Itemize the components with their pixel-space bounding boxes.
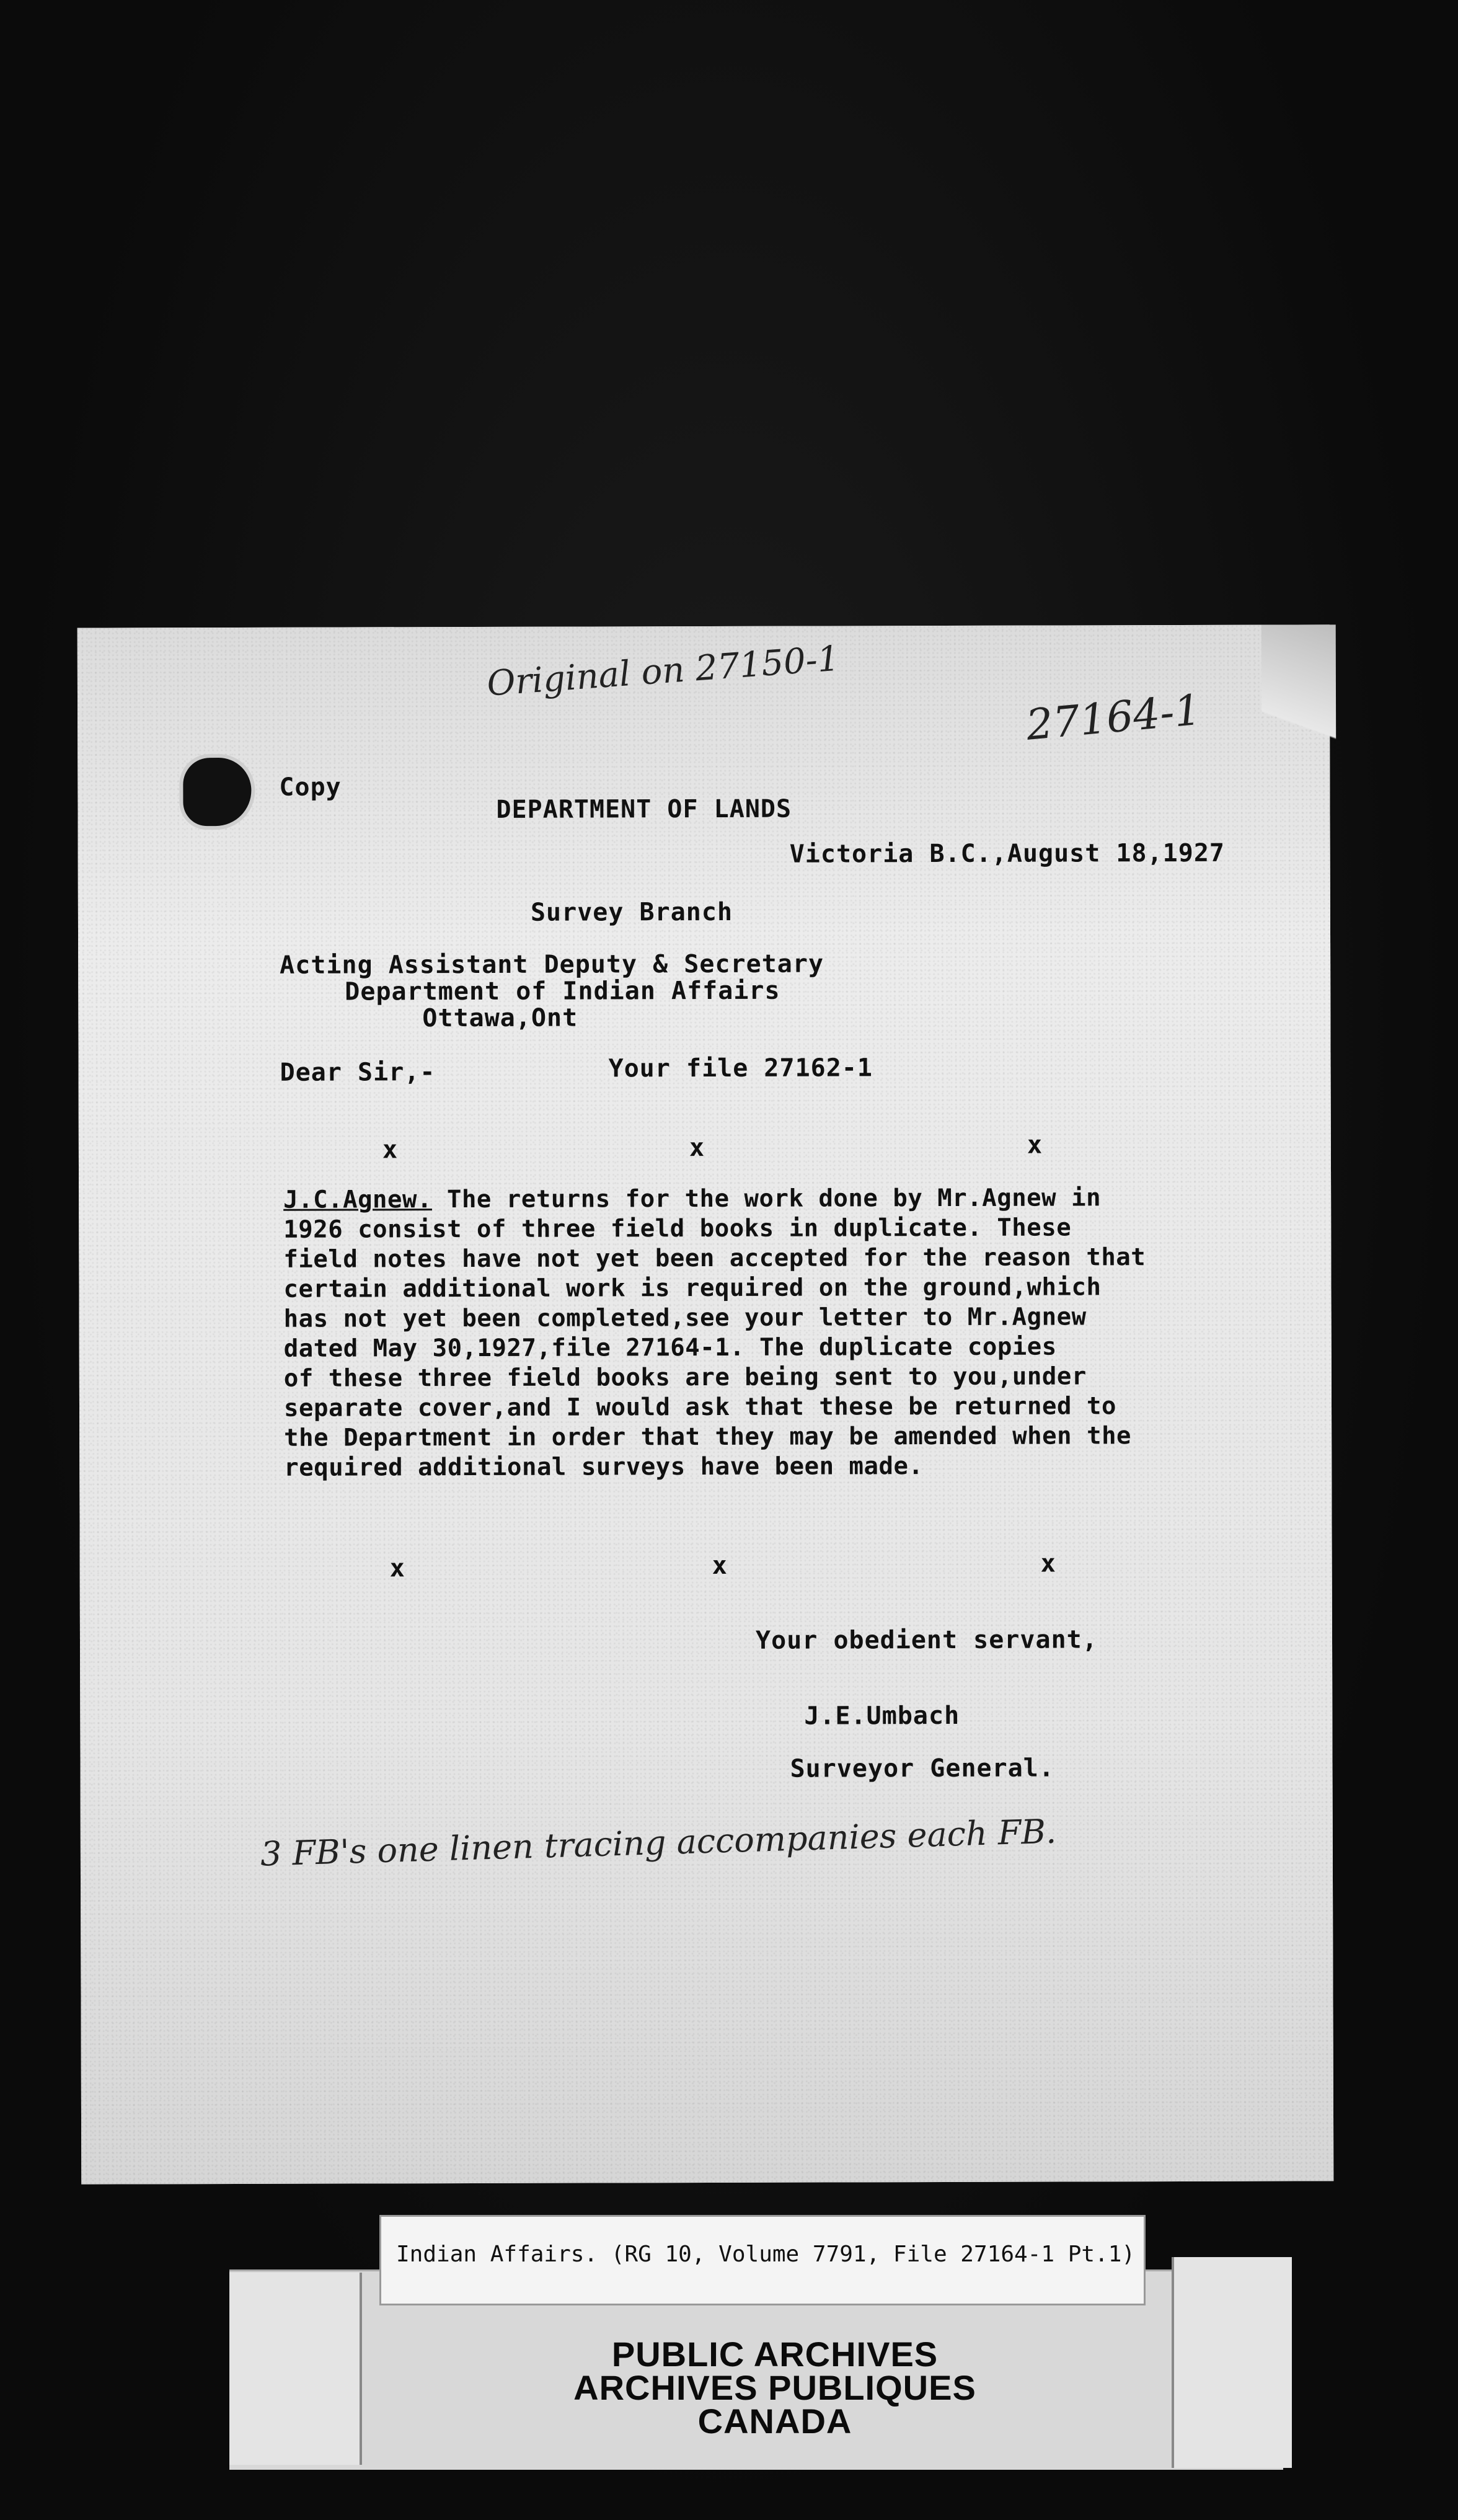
place-date: Victoria B.C.,August 18,1927 — [789, 838, 1226, 869]
letter-page — [77, 624, 1334, 2184]
closing: Your obedient servant, — [755, 1625, 1098, 1655]
department-heading: DEPARTMENT OF LANDS — [496, 794, 792, 824]
body-line-9: the Department in order that they may be amended when the — [284, 1422, 1132, 1452]
body-line-8: separate cover,and I would ask that these be returned to — [283, 1392, 1116, 1422]
file-reference: Your file 27162-1 — [608, 1054, 873, 1083]
archive-reference-text: Indian Affairs. (RG 10, Volume 7791, File 27164-1 Pt.1) — [396, 2242, 1136, 2267]
addressee-line-1: Acting Assistant Deputy & Secretary — [280, 949, 824, 980]
body-line-2: 1926 consist of three field books in duplicate. These — [283, 1213, 1072, 1244]
body-line-6: dated May 30,1927,file 27164-1. The duplicate copies — [283, 1333, 1057, 1363]
separator-mark: x — [1027, 1130, 1043, 1160]
branch-heading: Survey Branch — [530, 897, 733, 927]
handwritten-file-number: 27164-1 — [1024, 685, 1203, 750]
archive-stamp — [558, 2335, 992, 2441]
salutation: Dear Sir,- — [280, 1058, 436, 1087]
page-fold — [1261, 624, 1336, 786]
archive-stamp-line-3: CANADA — [697, 2402, 852, 2441]
handwritten-bottom-note: 3 FB's one linen tracing accompanies each FB. — [260, 1811, 1057, 1874]
handwritten-original-note: Original on 27150-1 — [485, 638, 841, 704]
archive-stamp-tab-left — [229, 2273, 362, 2465]
body-line-10: required additional surveys have been made. — [284, 1452, 924, 1482]
separator-mark: x — [389, 1554, 405, 1583]
separator-mark: x — [382, 1135, 399, 1165]
addressee-line-2: Department of Indian Affairs — [345, 976, 780, 1006]
subject-name: J.C.Agnew. — [283, 1186, 433, 1214]
punch-hole — [183, 758, 251, 826]
letter-body — [283, 1182, 1338, 1483]
body-line-1: J.C.Agnew. The returns for the work done by Mr.Agnew in — [283, 1184, 1102, 1214]
body-line-7: of these three field books are being sent to you,under — [283, 1362, 1087, 1393]
signature-name: J.E.Umbach — [804, 1701, 960, 1731]
addressee-line-3: Ottawa,Ont — [422, 1003, 578, 1033]
separator-mark: x — [1040, 1549, 1056, 1578]
copy-mark: Copy — [279, 773, 342, 802]
archive-stamp-tab-right — [1172, 2257, 1292, 2468]
body-line-3: field notes have not yet been accepted for the reason that — [283, 1243, 1146, 1274]
separator-mark: x — [712, 1551, 728, 1580]
archive-reference-label — [379, 2215, 1146, 2305]
signature-title: Surveyor General. — [790, 1754, 1055, 1783]
archive-stamp-line-2: ARCHIVES PUBLIQUES — [573, 2368, 976, 2407]
archive-stamp-line-1: PUBLIC ARCHIVES — [611, 2335, 939, 2374]
separator-mark: x — [689, 1134, 705, 1163]
body-line-5: has not yet been completed,see your letter to Mr.Agnew — [283, 1303, 1087, 1333]
body-line-4: certain additional work is required on the ground,which — [283, 1273, 1102, 1303]
